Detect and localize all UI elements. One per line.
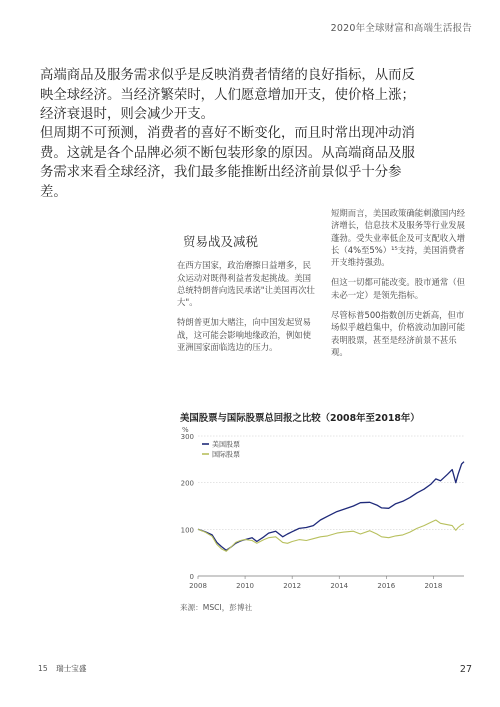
sidebar-left-column: [177, 236, 317, 361]
y-axis-label: %: [182, 426, 189, 434]
sidebar-paragraph: 尽管标普500指数创历史新高，但市场似乎越趋集中，价格波动加剧可能表明股票，甚至是经济前景不甚乐观。: [331, 310, 465, 357]
chart-source-note: 来源：MSCI，彭博社: [180, 603, 253, 612]
y-tick-label: 100: [180, 526, 194, 535]
y-tick-label: 0: [189, 573, 194, 581]
body-paragraph-1: 高端商品及服务需求似乎是反映消费者情绪的良好指标，从而反映全球经济。当经济繁荣时，人们愿意增加开支，使价格上涨；经济衰退时，则会减少开支。: [40, 68, 415, 122]
footer-brand: 瑞士宝盛: [56, 664, 87, 673]
sidebar-paragraph: 短期而言，美国政策确能刺激国内经济增长，信息技术及服务等行业发展蓬勃。受失业率低企及可支配收入增长（4%至5%）¹⁵支持，美国消费者开支维持强劲。: [331, 208, 465, 268]
y-tick-label: 200: [180, 479, 194, 488]
x-tick-label: 2010: [236, 582, 254, 590]
x-tick-label: 2018: [424, 582, 443, 590]
x-tick-label: 2014: [330, 582, 349, 590]
sidebar-paragraph: 特朗普更加大赌注，向中国发起贸易战，这可能会影响地缘政治，例如使亚洲国家面临选边的压力。: [177, 317, 311, 353]
footer: [38, 663, 86, 674]
legend-label: 美国股票: [212, 440, 240, 449]
chart-title: 美国股票与国际股票总回报之比较（2008年至2018年）: [180, 413, 420, 424]
returns-line-chart: [172, 422, 472, 600]
running-header-title: 2020年全球财富和高端生活报告: [330, 23, 472, 34]
x-tick-label: 2012: [283, 582, 302, 590]
sidebar-paragraph: 在西方国家，政治磨擦日益增多，民众运动对既得利益者发起挑战。美国总统特朗普向选民承诺"让美国再次壮大"。: [177, 260, 315, 308]
series-line-1: [198, 520, 464, 551]
series-line-0: [198, 462, 464, 551]
footer-number: 15: [38, 664, 48, 673]
page-number: 27: [459, 664, 472, 675]
x-tick-label: 2016: [377, 582, 396, 590]
y-tick-label: 300: [180, 433, 194, 441]
section-heading: 贸易战及减税: [183, 234, 259, 249]
body-paragraph-2: 但周期不可预测，消费者的喜好不断变化，而且时常出现冲动消费。这就是各个品牌必须不断包装形象的原因。从高端商品及服务需求来看全球经济，我们最多能推断出经济前景似乎十分参差。: [40, 126, 415, 200]
sidebar-right-column: [331, 207, 469, 366]
sidebar-paragraph: 但这一切都可能改变。股市通常（但未必一定）是领先指标。: [331, 277, 465, 300]
x-tick-label: 2008: [189, 582, 207, 590]
legend-label: 国际股票: [212, 450, 240, 459]
